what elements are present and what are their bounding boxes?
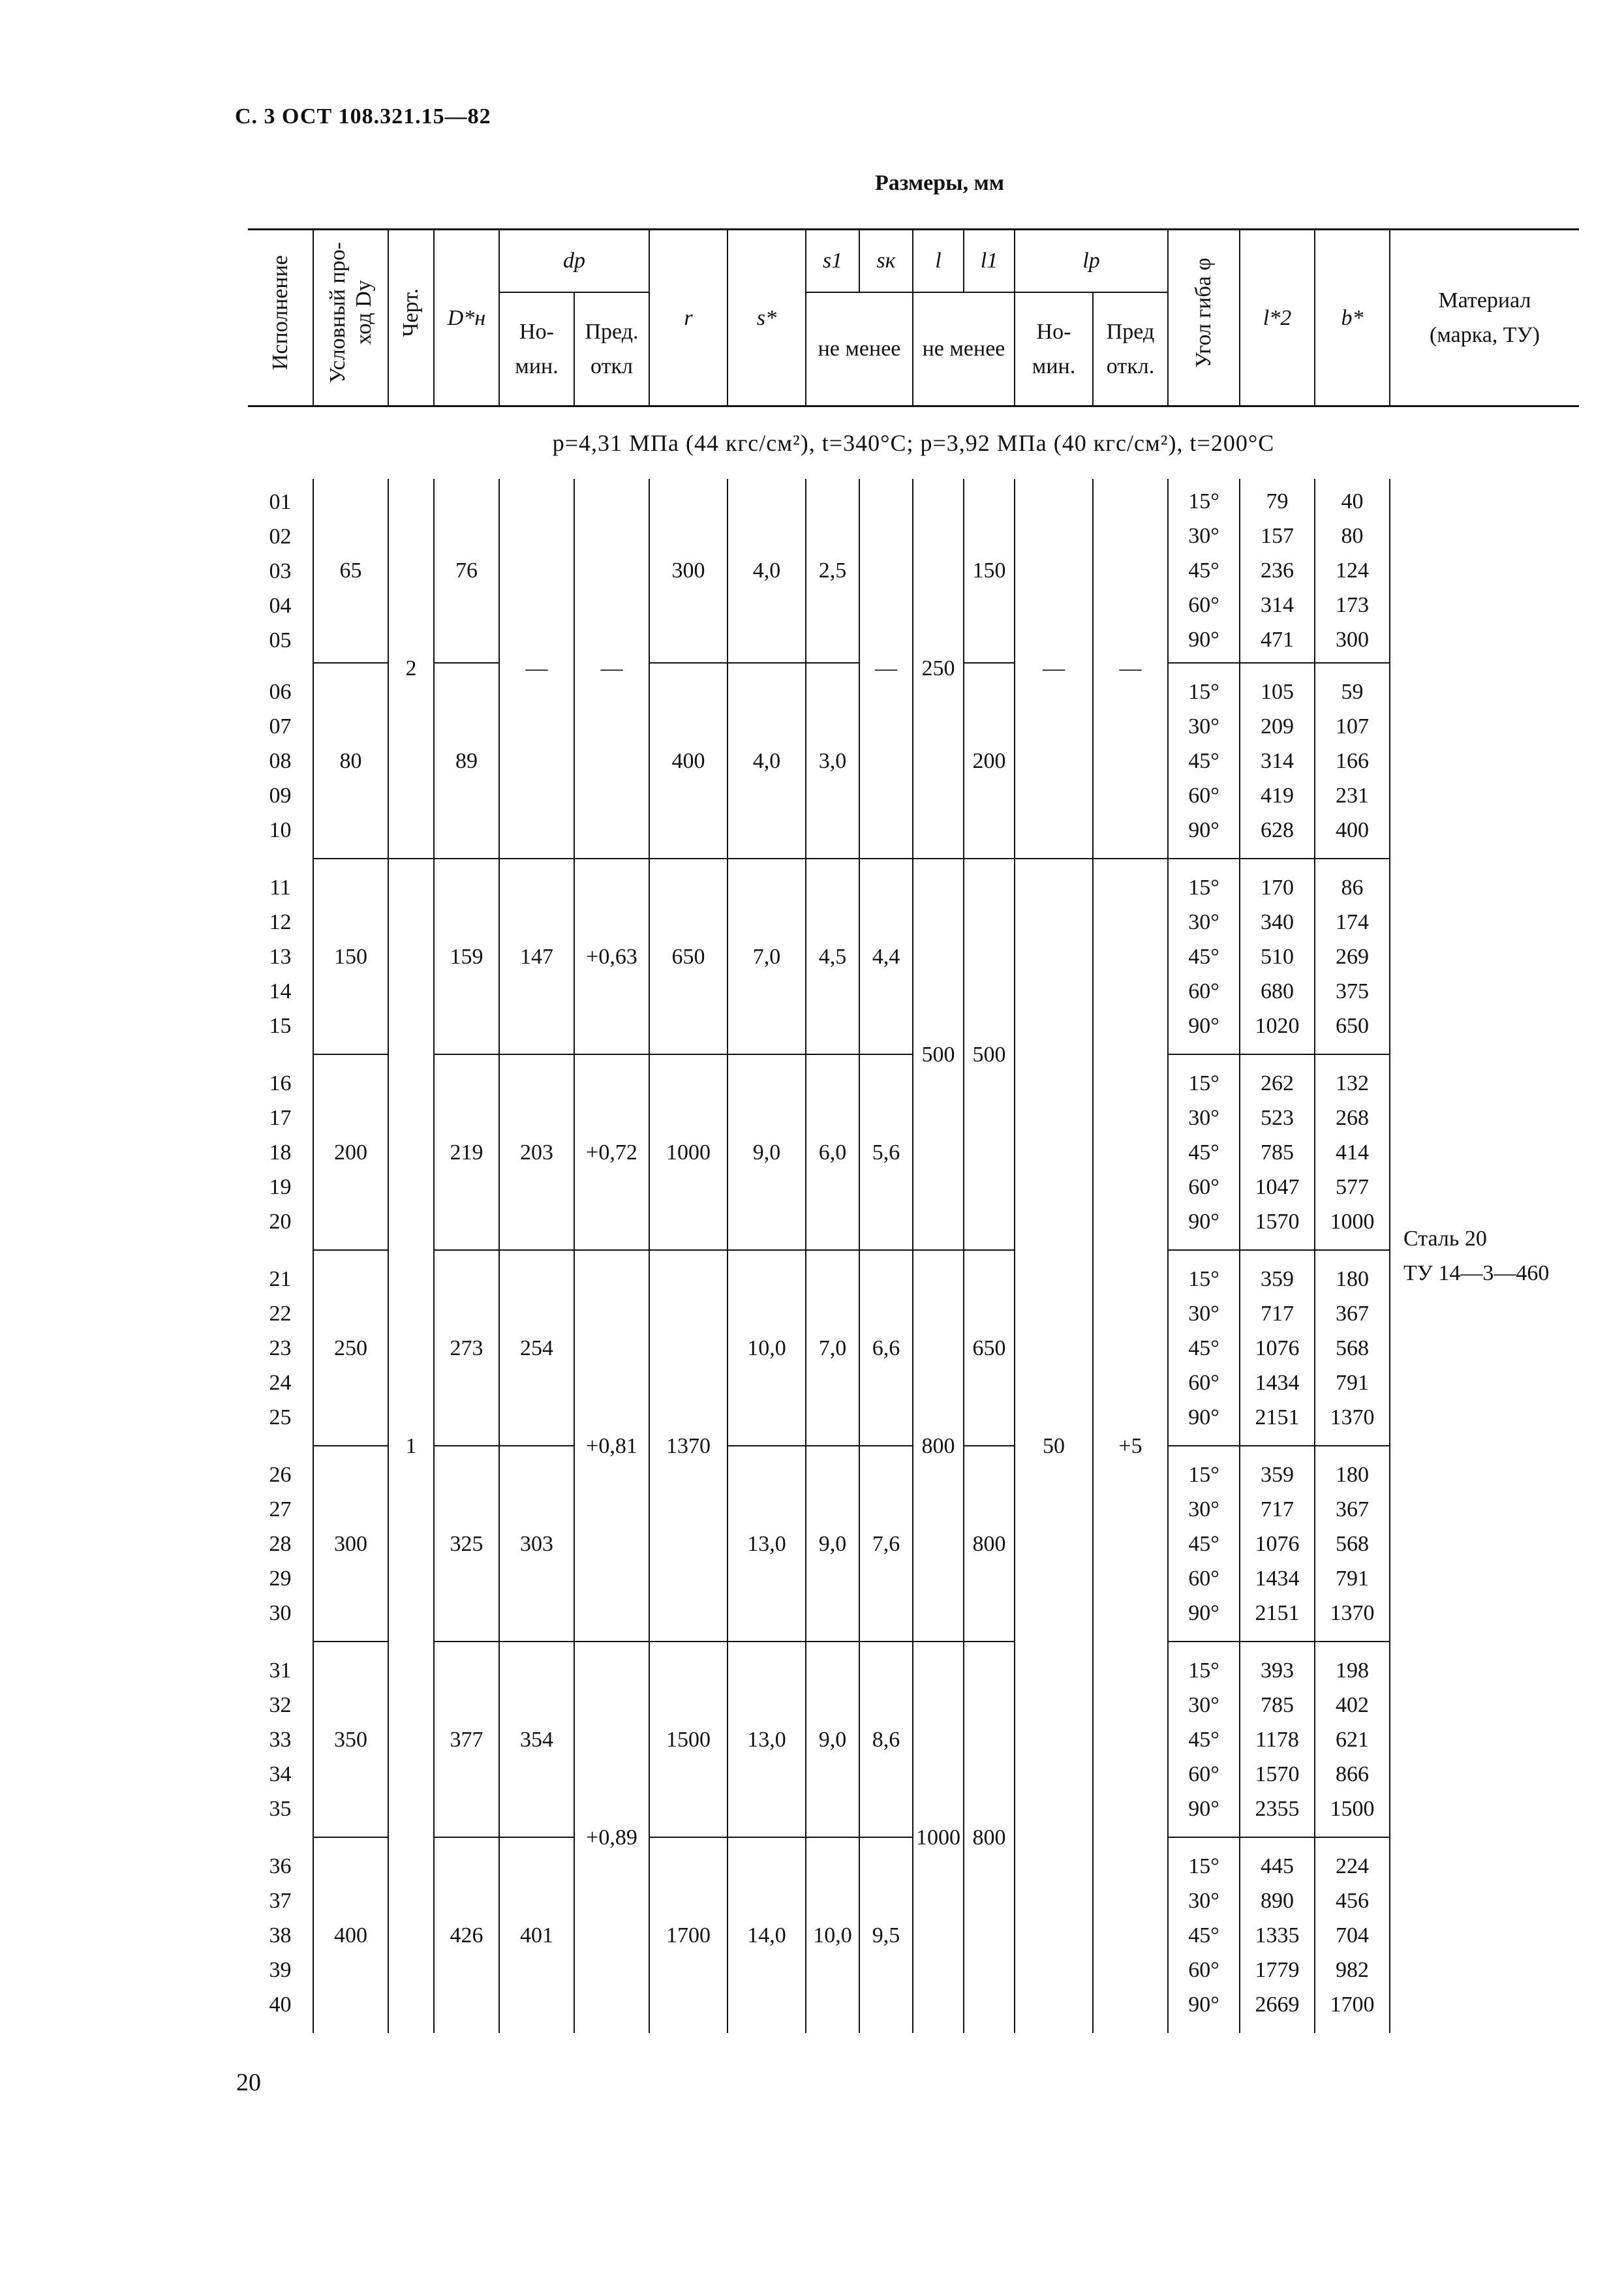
nominal-bore-cell: 350 [313,1642,388,1837]
dp-dev-cell: +0,63 [574,859,649,1054]
nominal-bore-cell: 65 [313,479,388,663]
drawing-cell: 1 [388,859,434,2033]
l2-cell: 393 785 1178 1570 2355 [1240,1642,1315,1837]
col-l-not-less: не менее [913,292,1015,406]
s1-cell: 9,0 [806,1446,859,1642]
sk-cell: 4,4 [859,859,913,1054]
s1-cell: 10,0 [806,1837,859,2033]
l1-cell: 500 [964,859,1015,1250]
dp-dev-cell: +0,72 [574,1054,649,1250]
dn-cell: 159 [434,859,499,1054]
l1-cell: 800 [964,1642,1015,2033]
b-cell: 132 268 414 577 1000 [1315,1054,1390,1250]
col-l2: l*2 [1240,230,1315,406]
lp-dev-cell: +5 [1093,859,1168,2033]
col-lp: lр [1015,230,1168,292]
s-cell: 4,0 [728,663,806,859]
col-dp-dev: Пред. откл [574,292,649,406]
b-cell: 86 174 269 375 650 [1315,859,1390,1054]
s1-cell: 9,0 [806,1642,859,1837]
col-angle: Угол гиба φ [1168,230,1240,406]
dn-cell: 273 [434,1250,499,1446]
col-l: l [913,230,964,292]
r-cell: 400 [649,663,728,859]
dp-dev-cell: +0,89 [574,1642,649,2033]
sk-cell: 6,6 [859,1250,913,1446]
l-cell: 500 [913,859,964,1250]
s1-cell: 4,5 [806,859,859,1054]
lp-nom-cell: 50 [1015,859,1093,2033]
execution-cell: 31 32 33 34 35 [269,1658,292,1821]
b-cell: 180 367 568 791 1370 [1315,1250,1390,1446]
angle-cell: 15° 30° 45° 60° 90° [1168,1250,1240,1446]
sk-cell: 5,6 [859,1054,913,1250]
execution-cell: 06 07 08 09 10 [269,679,292,842]
drawing-cell: 2 [388,479,434,859]
lp-nom-cell: — [1015,479,1093,859]
dn-cell: 377 [434,1642,499,1837]
col-drawing: Черт. [388,230,434,406]
col-sk: sк [859,230,913,292]
col-b: b* [1315,230,1390,406]
s-cell: 13,0 [728,1446,806,1642]
col-s: s* [728,230,806,406]
l2-cell: 79 157 236 314 471 [1240,479,1315,663]
pressure-conditions: p=4,31 МПа (44 кгс/см²), t=340°C; p=3,92 МПа (40 кгс/см²), t=200°C [552,429,1275,456]
dp-nom-cell: 147 [499,859,574,1054]
dn-cell: 76 [434,479,499,663]
angle-cell: 15° 30° 45° 60° 90° [1168,1054,1240,1250]
s-cell: 10,0 [728,1250,806,1446]
col-execution: Исполнение [248,230,313,406]
b-cell: 40 80 124 173 300 [1315,479,1390,663]
dp-nom-cell: 354 [499,1642,574,1837]
dn-cell: 219 [434,1054,499,1250]
s1-cell: 2,5 [806,479,859,663]
col-r: r [649,230,728,406]
r-cell: 1700 [649,1837,728,2033]
l1-cell: 150 [964,479,1015,663]
sk-cell: 8,6 [859,1642,913,1837]
col-dn: D*н [434,230,499,406]
col-s-not-less: не менее [806,292,913,406]
angle-cell: 15° 30° 45° 60° 90° [1168,663,1240,859]
dn-cell: 325 [434,1446,499,1642]
col-lp-nom: Но- мин. [1015,292,1093,406]
angle-cell: 15° 30° 45° 60° 90° [1168,859,1240,1054]
document-header: С. 3 ОСТ 108.321.15—82 [235,104,491,129]
col-material: Материал (марка, ТУ) [1390,230,1579,406]
dp-nom-cell: 303 [499,1446,574,1642]
dn-cell: 426 [434,1837,499,2033]
r-cell: 1000 [649,1054,728,1250]
nominal-bore-cell: 200 [313,1054,388,1250]
nominal-bore-cell: 80 [313,663,388,859]
dp-nom-cell: 254 [499,1250,574,1446]
nominal-bore-cell: 300 [313,1446,388,1642]
col-s1: s1 [806,230,859,292]
nominal-bore-cell: 400 [313,1837,388,2033]
b-cell: 198 402 621 866 1500 [1315,1642,1390,1837]
page-number: 20 [236,2069,261,2096]
execution-cell: 26 27 28 29 30 [269,1462,292,1625]
r-cell: 1370 [649,1250,728,1642]
nominal-bore-cell: 250 [313,1250,388,1446]
angle-cell: 15° 30° 45° 60° 90° [1168,479,1240,663]
r-cell: 1500 [649,1642,728,1837]
execution-cell: 21 22 23 24 25 [269,1266,292,1429]
l1-cell: 800 [964,1446,1015,1642]
pipe-bend-dimensions-table [248,228,1579,2033]
l2-cell: 445 890 1335 1779 2669 [1240,1837,1315,2033]
angle-cell: 15° 30° 45° 60° 90° [1168,1837,1240,2033]
execution-cell: 16 17 18 19 20 [269,1071,292,1234]
execution-cell: 36 37 38 39 40 [269,1854,292,2017]
col-lp-dev: Пред откл. [1093,292,1168,406]
s-cell: 7,0 [728,859,806,1054]
col-nominal-bore: Условный про- ход Dу [313,230,388,406]
l2-cell: 170 340 510 680 1020 [1240,859,1315,1054]
table-caption: Размеры, мм [875,171,1004,195]
col-dp-nom: Но- мин. [499,292,574,406]
l-cell: 800 [913,1250,964,1642]
sk-cell: 9,5 [859,1837,913,2033]
execution-cell: 11 12 13 14 15 [269,875,292,1038]
l-cell: 250 [913,479,964,859]
b-cell: 59 107 166 231 400 [1315,663,1390,859]
dp-nom-cell: 203 [499,1054,574,1250]
angle-cell: 15° 30° 45° 60° 90° [1168,1446,1240,1642]
l2-cell: 105 209 314 419 628 [1240,663,1315,859]
s-cell: 9,0 [728,1054,806,1250]
s-cell: 4,0 [728,479,806,663]
l1-cell: 650 [964,1250,1015,1446]
dp-nom-cell: — [499,479,574,859]
dn-cell: 89 [434,663,499,859]
col-l1: l1 [964,230,1015,292]
l2-cell: 359 717 1076 1434 2151 [1240,1446,1315,1642]
l2-cell: 359 717 1076 1434 2151 [1240,1250,1315,1446]
angle-cell: 15° 30° 45° 60° 90° [1168,1642,1240,1837]
col-dp: dр [499,230,649,292]
l2-cell: 262 523 785 1047 1570 [1240,1054,1315,1250]
sk-cell: 7,6 [859,1446,913,1642]
r-cell: 650 [649,859,728,1054]
s1-cell: 7,0 [806,1250,859,1446]
nominal-bore-cell: 150 [313,859,388,1054]
execution-cell: 01 02 03 04 05 [269,489,292,652]
s1-cell: 6,0 [806,1054,859,1250]
dp-dev-cell: +0,81 [574,1250,649,1642]
lp-dev-cell: — [1093,479,1168,859]
sk-cell: — [859,479,913,859]
l1-cell: 200 [964,663,1015,859]
s-cell: 13,0 [728,1642,806,1837]
b-cell: 224 456 704 982 1700 [1315,1837,1390,2033]
material-cell: Сталь 20 ТУ 14—3—460 [1390,479,1579,2033]
r-cell: 300 [649,479,728,663]
s-cell: 14,0 [728,1837,806,2033]
dp-dev-cell: — [574,479,649,859]
s1-cell: 3,0 [806,663,859,859]
b-cell: 180 367 568 791 1370 [1315,1446,1390,1642]
dp-nom-cell: 401 [499,1837,574,2033]
l-cell: 1000 [913,1642,964,2033]
